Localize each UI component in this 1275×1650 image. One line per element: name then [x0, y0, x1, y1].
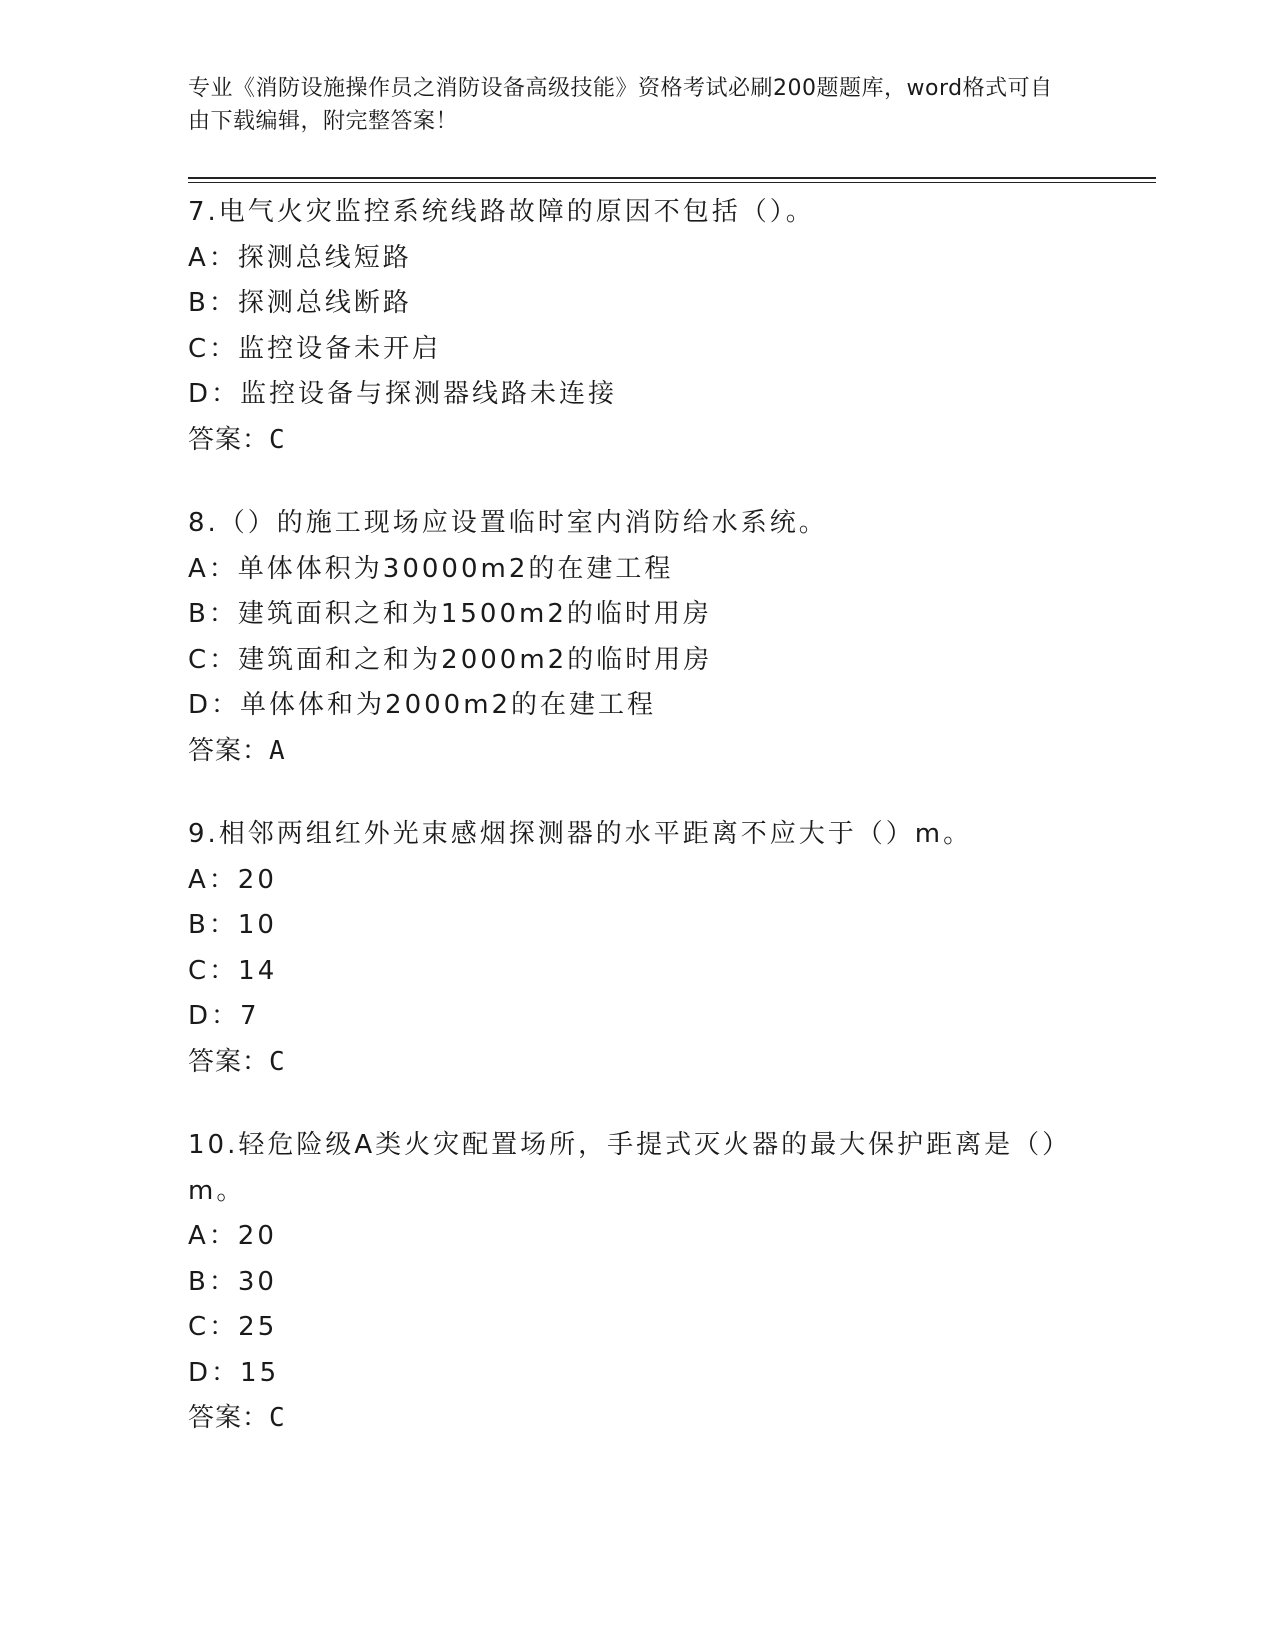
- option-c: C：14: [188, 955, 278, 986]
- option-b: B：30: [188, 1266, 277, 1297]
- option-d: D：7: [188, 1001, 260, 1031]
- option-c: C：建筑面和之和为2000m2的临时用房: [188, 644, 713, 675]
- option-d: D：单体体和为2000m2的在建工程: [188, 690, 657, 720]
- option-a: A：20: [188, 1221, 277, 1251]
- option-a: A：单体体积为30000m2的在建工程: [188, 553, 674, 584]
- header-rule-thick: [188, 177, 1156, 179]
- option-c: C：25: [188, 1312, 278, 1342]
- answer-line: 答案：C: [188, 1046, 286, 1077]
- question-text: 10.轻危险级A类火灾配置场所，手提式灭火器的最大保护距离是（）m。: [188, 1130, 1059, 1206]
- question-block: [188, 190, 1088, 463]
- question-text: 7.电气火灾监控系统线路故障的原因不包括（）。: [188, 197, 815, 227]
- option-c: C：监控设备未开启: [188, 333, 442, 364]
- question-block: [188, 501, 1088, 774]
- question-list: [188, 190, 1088, 1480]
- question-block: [188, 812, 1088, 1085]
- option-b: B：10: [188, 910, 277, 940]
- header-rule-thin: [188, 182, 1156, 183]
- option-b: B：探测总线断路: [188, 288, 412, 318]
- option-d: D：15: [188, 1357, 280, 1388]
- option-b: B：建筑面积之和为1500m2的临时用房: [188, 599, 712, 629]
- answer-line: 答案：C: [188, 424, 286, 455]
- question-text: 8.（）的施工现场应设置临时室内消防给水系统。: [188, 508, 828, 538]
- answer-line: 答案：C: [188, 1403, 286, 1433]
- answer-line: 答案：A: [188, 735, 286, 766]
- question-block: [188, 1123, 1088, 1442]
- option-d: D：监控设备与探测器线路未连接: [188, 379, 618, 409]
- option-a: A：20: [188, 864, 277, 895]
- question-text: 9.相邻两组红外光束感烟探测器的水平距离不应大于（）m。: [188, 819, 973, 849]
- option-a: A：探测总线短路: [188, 242, 412, 273]
- document-header: 专业《消防设施操作员之消防设备高级技能》资格考试必刷200题题库，word格式可自由下载编辑，附完整答案！: [188, 76, 1053, 134]
